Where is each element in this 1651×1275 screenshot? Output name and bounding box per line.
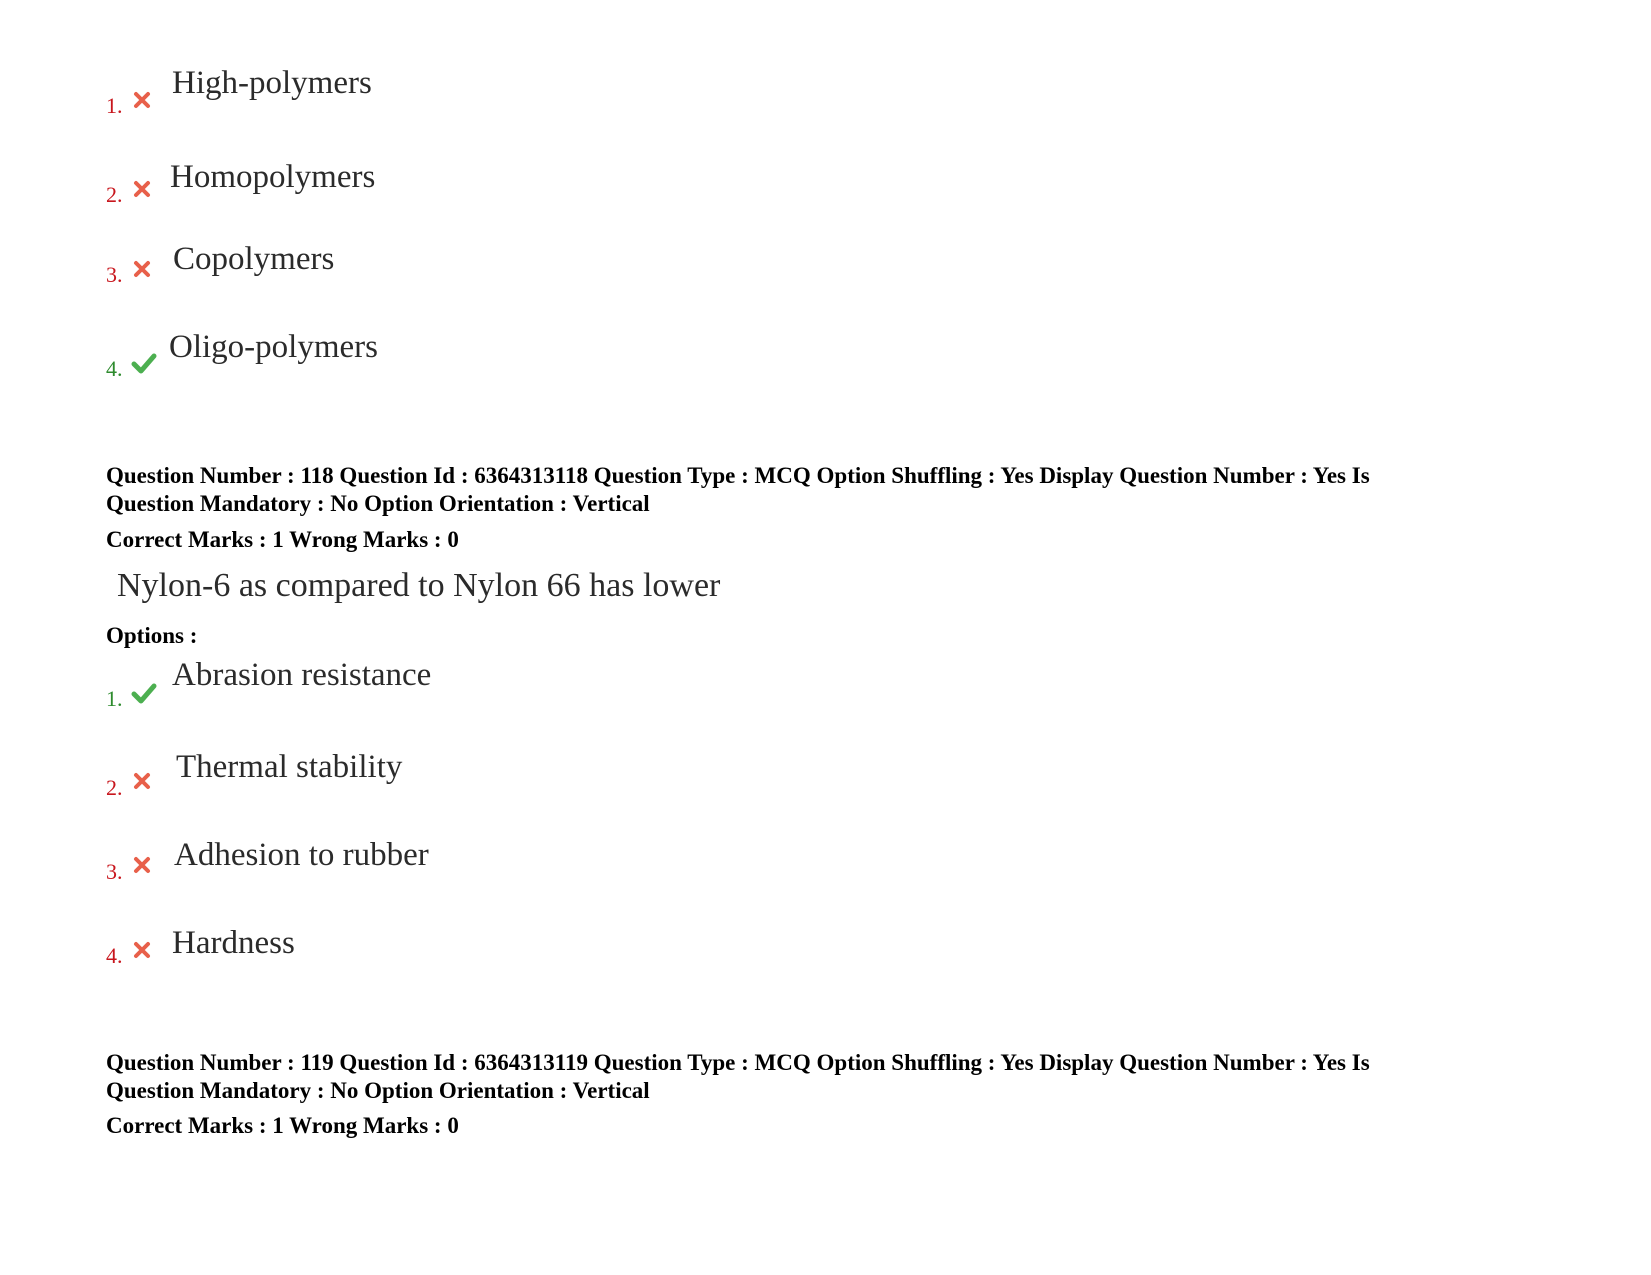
- option-number: 1.: [106, 93, 123, 118]
- option-text: High-polymers: [172, 65, 372, 101]
- option-number: 4.: [106, 356, 123, 381]
- option-number: 1.: [106, 686, 123, 711]
- meta-line-2: Question Mandatory : No Option Orientation : Vertical: [106, 1078, 650, 1103]
- option-text: Adhesion to rubber: [174, 837, 429, 873]
- option-number: 4.: [106, 943, 123, 968]
- question-118-meta: [106, 462, 1546, 518]
- check-icon: [131, 682, 157, 704]
- option-text: Copolymers: [173, 241, 335, 277]
- option-text: Thermal stability: [176, 749, 403, 785]
- option-number: 3.: [106, 859, 123, 884]
- option-number: 2.: [106, 775, 123, 800]
- cross-icon: [133, 260, 151, 278]
- option-text: Abrasion resistance: [172, 657, 432, 693]
- question-119-marks: Correct Marks : 1 Wrong Marks : 0: [106, 1113, 459, 1138]
- question-118-marks: Correct Marks : 1 Wrong Marks : 0: [106, 527, 459, 552]
- meta-line-1: Question Number : 119 Question Id : 6364313119 Question Type : MCQ Option Shuffling : Yes Display Question Number : Yes Is: [106, 1050, 1370, 1075]
- options-label: Options :: [106, 623, 198, 648]
- cross-icon: [133, 91, 151, 109]
- cross-icon: [133, 856, 151, 874]
- option-text: Homopolymers: [170, 159, 376, 195]
- check-icon: [131, 352, 157, 374]
- cross-icon: [133, 772, 151, 790]
- meta-line-2: Question Mandatory : No Option Orientation : Vertical: [106, 491, 650, 516]
- option-text: Hardness: [172, 925, 295, 961]
- question-119-meta: [106, 1049, 1546, 1105]
- option-number: 2.: [106, 182, 123, 207]
- option-number: 3.: [106, 262, 123, 287]
- meta-line-1: Question Number : 118 Question Id : 6364313118 Question Type : MCQ Option Shuffling : Yes Display Question Number : Yes Is: [106, 463, 1370, 488]
- question-118-text: Nylon-6 as compared to Nylon 66 has lower: [117, 567, 721, 604]
- cross-icon: [133, 941, 151, 959]
- cross-icon: [133, 180, 151, 198]
- option-text: Oligo-polymers: [169, 329, 378, 365]
